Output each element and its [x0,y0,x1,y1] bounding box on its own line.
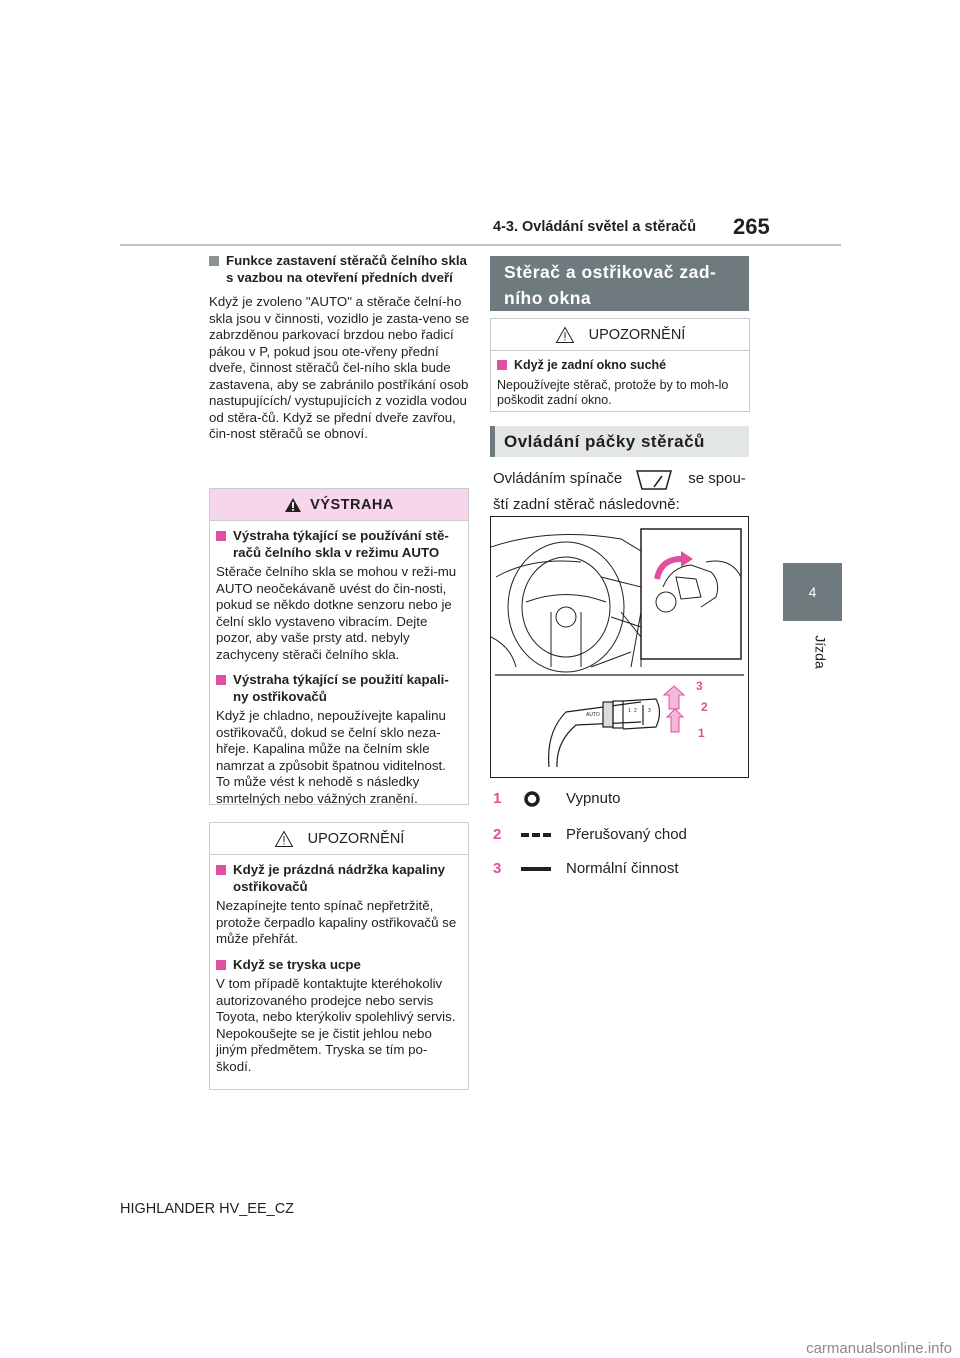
lever-illustration [491,517,748,777]
notice-item-text: Nezapínejte tento spínač nepřetržitě, protože čerpadlo kapaliny ostřikovačů se může přehřát. [216,898,457,946]
mode-item [493,790,621,807]
warning-box-title: VÝSTRAHA [310,496,394,513]
mode-number: 1 [493,790,502,807]
notice-item-text: V tom případě kontaktujte kteréhokoliv autorizovaného prodejce nebo servis Toyota, nebo kterýkoliv spolehlivý servis. [216,976,456,1024]
header-rule [120,244,841,246]
chapter-label [784,634,842,694]
lever-intro [493,466,749,518]
mode-item [493,860,679,877]
chapter-tab[interactable]: 4 [783,563,842,621]
notice-box-title: UPOZORNĚNÍ [307,830,405,847]
mode-item [493,826,687,843]
callout-1: 1 [698,726,705,740]
rear-notice-item-heading: Když je zadní okno suché [497,357,743,374]
notice-item-text: Nepokoušejte se je čistit jehlou nebo jiným předmětem. Tryska se tím po-škodí. [216,1025,432,1074]
subsection-title: Funkce zastavení stěračů čelního skla s vazbou na otevření předních dveří [209,253,471,286]
callout-3: 3 [696,679,703,693]
mode-label: Přerušovaný chod [566,826,687,843]
rear-notice-header [491,319,749,351]
mode-label: Normální činnost [566,860,679,877]
notice-box-header [210,823,468,855]
rear-notice-title: UPOZORNĚNÍ [588,326,686,343]
mode-number: 3 [493,860,502,877]
watermark[interactable]: carmanualsonline.info [806,1340,952,1357]
lever-label: 3 [648,708,651,714]
page-number: 265 [733,214,770,239]
subsection-paragraph: Když je zvoleno "AUTO" a stěrače čelní-ho skla jsou v činnosti, vozidlo je zasta-veno se zabrzděnou parkovací brzdou nebo řadicí pákou v P, pokud jsou ote-vřeny přední dveře, činnost stěračů čel-ního skla bude zastavena, aby se zabránilo postříkání osob nastupujících/ vystupujících z vozidla vodou od stěra-čů. Když se přední dveře zavřou, čin-nost stěračů se obnoví. [209,294,470,441]
off-ring-icon [521,791,566,807]
lever-intro-line2: ští zadní stěrač následovně: [493,496,680,513]
warning-triangle-icon [284,497,302,513]
rear-notice-box [490,318,750,412]
mode-label: Vypnuto [566,790,621,807]
rear-notice-item-text: Nepoužívejte stěrač, protože by to moh-lo poškodit zadní okno. [497,377,729,407]
callout-2: 2 [701,700,708,714]
rear-wiper-switch-icon [634,466,674,492]
rear-wiper-heading: Stěrač a ostřikovač zad-ního okna [490,256,749,311]
lever-label: 2 [634,708,637,714]
warning-item-text: Když je chladno, nepoužívejte kapalinu ostřikovačů, dokud se čelní sklo neza-hřeje. Kapalina může na čelním skle namrzat a způsobit špatnou viditelnost. To může vést k nehodě s následky smrtelných nebo vážných zranění. [216,708,446,806]
warning-box-header [210,489,468,521]
left-column [209,253,471,443]
warning-item-text: Stěrače čelního skla se mohou v reži-mu AUTO neočekávaně uvést do čin-nosti, pokud se někdo dotkne senzoru nebo je čelní sklo vystaveno vibracím. Dejte pozor, aby vaše prsty atd. nebyly zachyceny stěrači čelního skla. [216,564,457,662]
chapter-label-text: Jízda [812,635,829,669]
notice-item-heading: Když se tryska ucpe [216,957,462,974]
dashed-line-icon [521,831,566,839]
warning-box [209,488,469,805]
warning-item-heading: Výstraha týkající se použití kapali-ny ostřikovačů [216,672,462,705]
caution-triangle-icon [555,326,575,344]
lever-intro-part1: Ovládáním spínače [493,470,623,487]
lever-label: 1 [628,708,631,714]
caution-triangle-icon [274,830,294,848]
wiper-lever-figure [490,516,749,778]
warning-item-heading: Výstraha týkající se používání stě-račů čelního skla v režimu AUTO [216,528,462,561]
lever-intro-part2: se spou- [688,470,746,487]
mode-number: 2 [493,826,502,843]
lever-heading-text: Ovládání páčky stěračů [504,431,705,451]
notice-item-heading: Když je prázdná nádržka kapaliny ostřikovačů [216,862,462,895]
notice-box [209,822,469,1090]
solid-line-icon [521,865,566,873]
lever-heading [490,426,749,457]
lever-label: AUTO [586,712,600,718]
footer-model: HIGHLANDER HV_EE_CZ [120,1201,295,1217]
section-title: 4-3. Ovládání světel a stěračů [493,219,697,235]
